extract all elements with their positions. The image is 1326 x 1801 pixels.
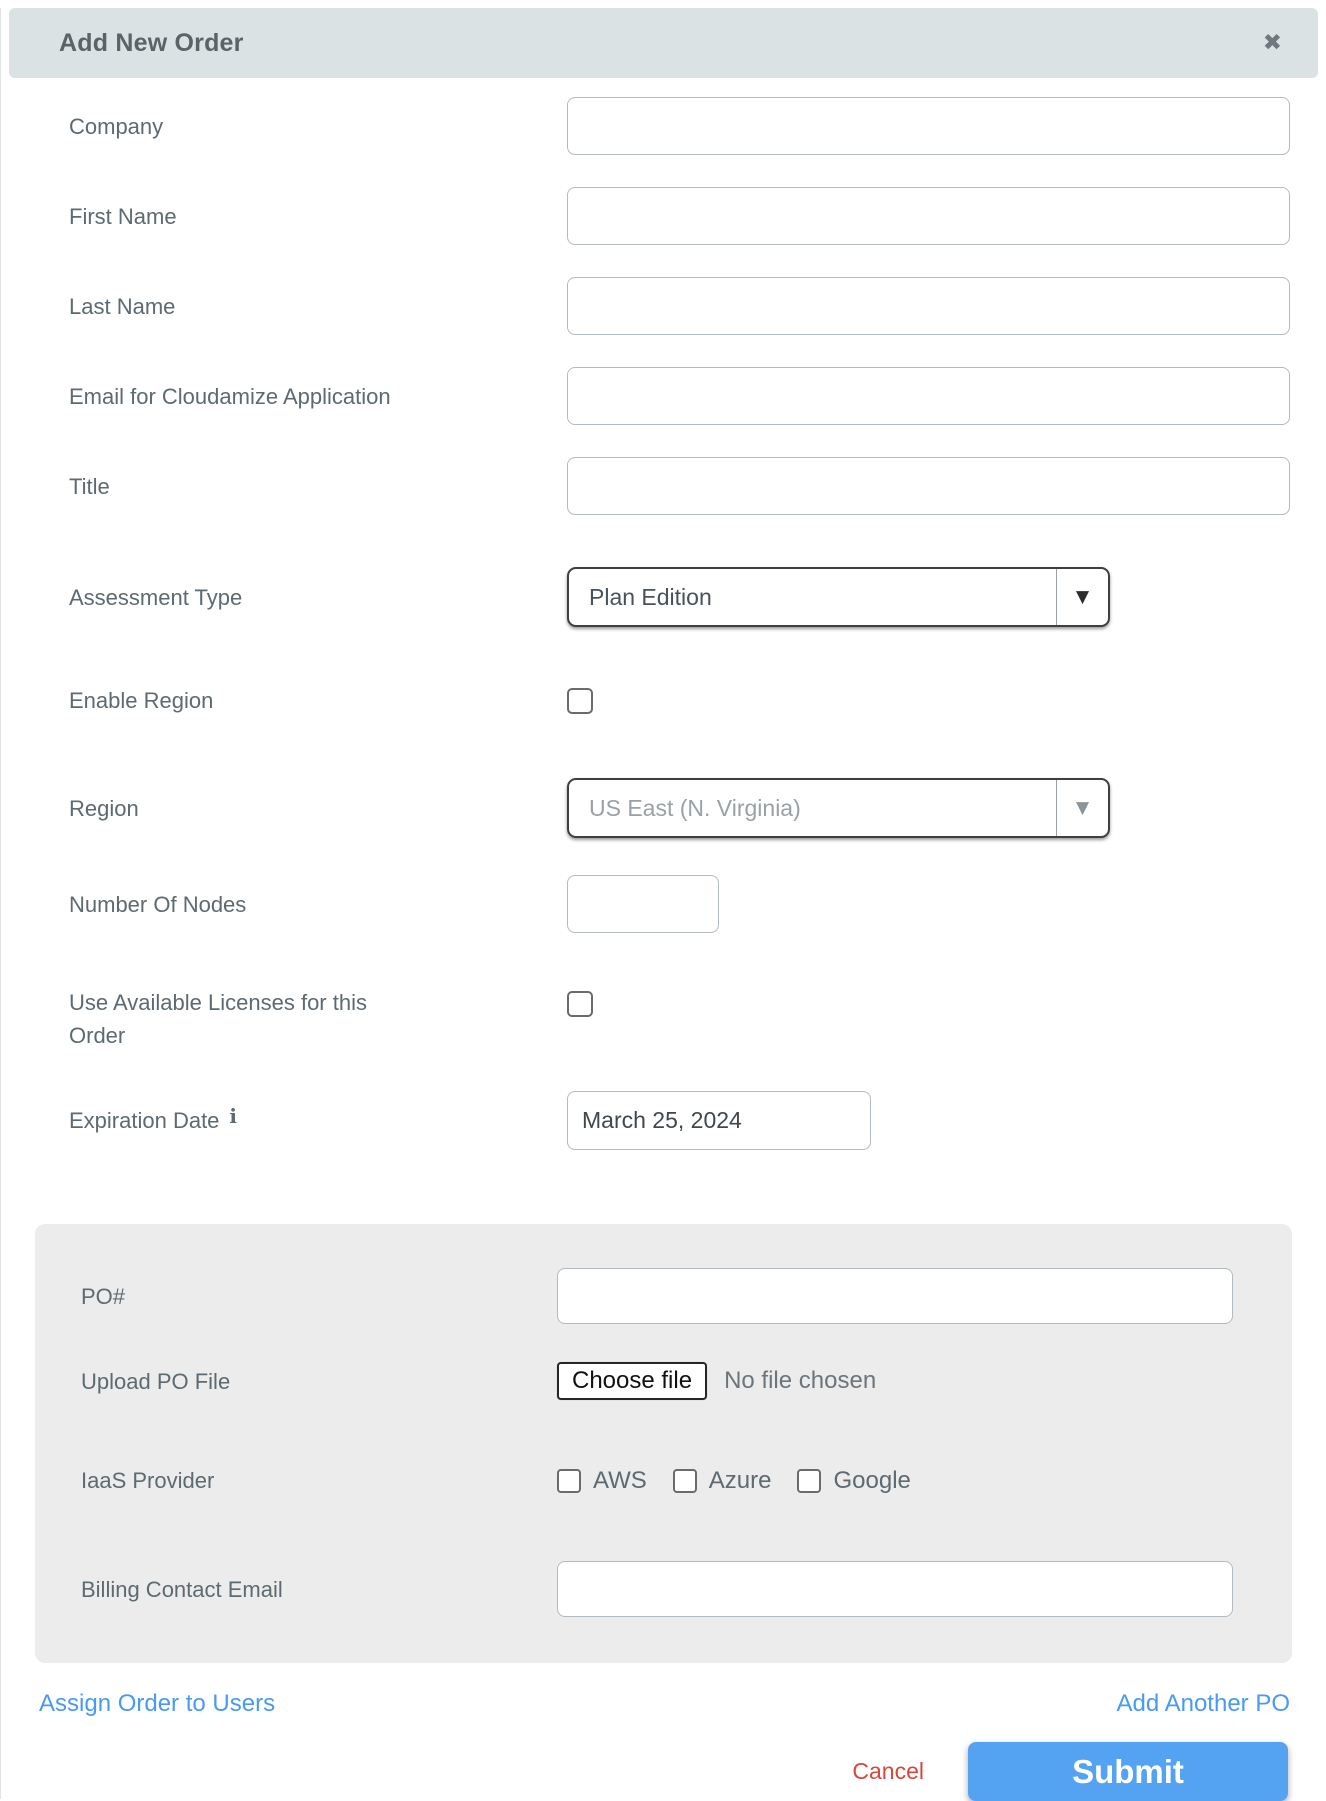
iaas-provider-label: IaaS Provider <box>81 1468 215 1493</box>
email-row <box>1 367 1326 425</box>
close-icon[interactable]: ✖ <box>1262 29 1282 56</box>
dropdown-arrow-box <box>1056 780 1108 836</box>
use-licenses-row <box>1 986 1326 1052</box>
billing-email-input[interactable] <box>557 1561 1233 1617</box>
email-input[interactable] <box>567 367 1290 425</box>
modal-header <box>9 8 1318 78</box>
enable-region-row <box>1 684 1326 717</box>
last-name-label: Last Name <box>69 293 176 319</box>
first-name-row <box>1 187 1326 245</box>
iaas-option-aws <box>557 1467 647 1495</box>
add-another-po-link[interactable]: Add Another PO <box>1116 1690 1290 1717</box>
azure-label: Azure <box>708 1466 772 1494</box>
email-label: Email for Cloudamize Application <box>69 383 391 409</box>
upload-po-file-row <box>35 1362 1292 1400</box>
po-number-row <box>35 1268 1292 1324</box>
azure-checkbox[interactable] <box>673 1469 697 1493</box>
billing-email-row <box>35 1561 1292 1617</box>
billing-email-label: Billing Contact Email <box>81 1576 283 1602</box>
order-form <box>1 78 1326 1801</box>
upload-po-file-label: Upload PO File <box>81 1368 231 1394</box>
enable-region-checkbox[interactable] <box>567 688 593 714</box>
company-label: Company <box>69 113 164 139</box>
actions-row <box>1 1742 1288 1801</box>
title-row <box>1 457 1326 515</box>
assessment-type-label: Assessment Type <box>69 584 243 610</box>
expiration-date-row <box>1 1091 1326 1150</box>
use-licenses-checkbox[interactable] <box>567 991 593 1017</box>
first-name-input[interactable] <box>567 187 1290 245</box>
iaas-provider-row <box>35 1464 1292 1497</box>
file-status-text: No file chosen <box>724 1367 877 1394</box>
expiration-date-label: Expiration Date i <box>69 1104 238 1133</box>
iaas-option-google <box>797 1467 910 1495</box>
google-checkbox[interactable] <box>797 1469 821 1493</box>
first-name-label: First Name <box>69 203 177 229</box>
region-select[interactable] <box>567 778 1110 838</box>
use-licenses-label: Use Available Licenses for this Order <box>69 990 367 1048</box>
company-row <box>1 97 1326 155</box>
dropdown-arrow-box <box>1056 569 1108 625</box>
aws-label: AWS <box>593 1466 647 1494</box>
google-label: Google <box>833 1466 911 1494</box>
enable-region-label: Enable Region <box>69 688 214 713</box>
assessment-type-select[interactable] <box>567 567 1110 627</box>
aws-checkbox[interactable] <box>557 1469 581 1493</box>
title-label: Title <box>69 473 110 499</box>
choose-file-button[interactable]: Choose file <box>557 1362 707 1400</box>
company-input[interactable] <box>567 97 1290 155</box>
expiration-date-input[interactable] <box>567 1091 871 1150</box>
region-label: Region <box>69 795 139 821</box>
region-row <box>1 778 1326 838</box>
cancel-link[interactable]: Cancel <box>852 1758 924 1784</box>
chevron-down-icon: ▼ <box>1075 587 1090 607</box>
last-name-input[interactable] <box>567 277 1290 335</box>
assessment-type-row <box>1 567 1326 627</box>
po-number-label: PO# <box>81 1283 126 1309</box>
assign-order-link[interactable]: Assign Order to Users <box>39 1690 276 1717</box>
modal-title: Add New Order <box>59 28 244 57</box>
region-value: US East (N. Virginia) <box>589 794 801 821</box>
number-of-nodes-label: Number Of Nodes <box>69 891 247 917</box>
links-row <box>39 1690 1290 1718</box>
number-of-nodes-row <box>1 875 1326 933</box>
po-section <box>35 1224 1292 1663</box>
submit-button[interactable]: Submit <box>968 1742 1288 1801</box>
po-number-input[interactable] <box>557 1268 1233 1324</box>
title-input[interactable] <box>567 457 1290 515</box>
iaas-option-azure <box>673 1467 772 1495</box>
assessment-type-value: Plan Edition <box>589 583 712 610</box>
info-icon: i <box>229 1104 238 1128</box>
last-name-row <box>1 277 1326 335</box>
chevron-down-icon: ▼ <box>1075 798 1090 818</box>
number-of-nodes-input[interactable] <box>567 875 719 933</box>
